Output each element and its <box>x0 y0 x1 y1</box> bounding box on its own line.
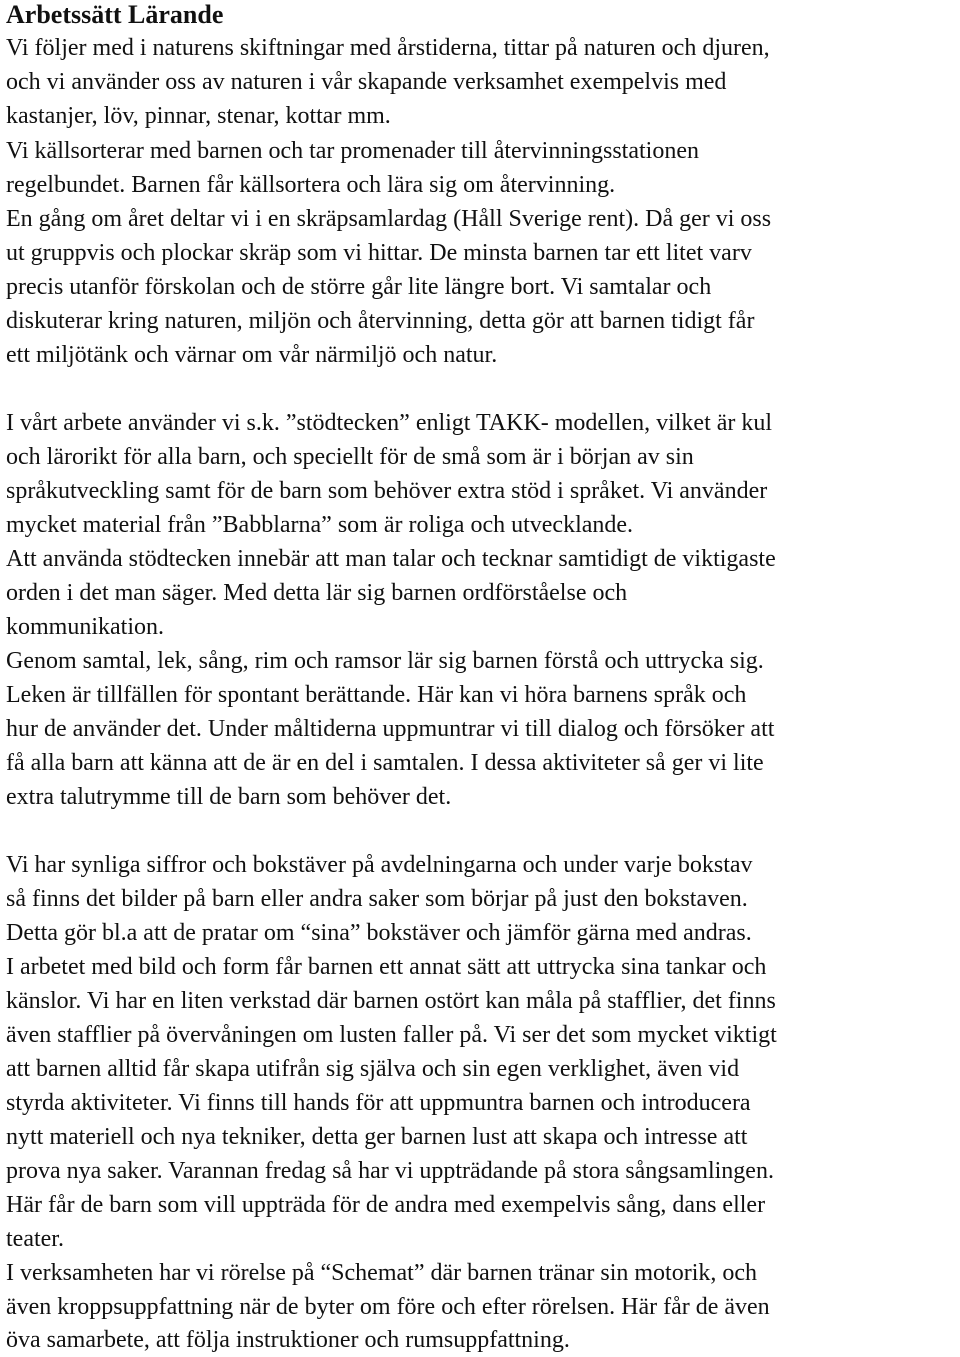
text-line-37: öva samarbete, att följa instruktioner och rumsuppfattning. <box>6 1327 570 1353</box>
text-line-4: Vi källsorterar med barnen och tar promenader till återvinningsstationen <box>6 138 699 164</box>
text-line-17: kommunikation. <box>6 614 164 640</box>
text-line-18: Genom samtal, lek, sång, rim och ramsor lär sig barnen förstå och uttrycka sig. <box>6 648 764 674</box>
text-line-7: ut gruppvis och plockar skräp som vi hittar. De minsta barnen tar ett litet varv <box>6 240 752 266</box>
text-line-28: även stafflier på övervåningen om lusten faller på. Vi ser det som mycket viktigt <box>6 1022 777 1048</box>
text-line-9: diskuterar kring naturen, miljön och återvinning, detta gör att barnen tidigt får <box>6 308 755 334</box>
text-line-21: få alla barn att känna att de är en del i samtalen. I dessa aktiviteter så ger vi lite <box>6 750 764 776</box>
document-title: Arbetssätt Lärande <box>6 0 224 29</box>
text-line-13: språkutveckling samt för de barn som behöver extra stöd i språket. Vi använder <box>6 478 768 504</box>
text-line-20: hur de använder det. Under måltiderna uppmuntrar vi till dialog och försöker att <box>6 716 775 742</box>
text-line-16: orden i det man säger. Med detta lär sig barnen ordförståelse och <box>6 580 628 606</box>
text-line-14: mycket material från ”Babblarna” som är roliga och utvecklande. <box>6 512 634 538</box>
text-line-36: även kroppsuppfattning när de byter om före och efter rörelsen. Här får de även <box>6 1294 770 1320</box>
text-line-3: kastanjer, löv, pinnar, stenar, kottar mm. <box>6 103 391 129</box>
text-line-33: Här får de barn som vill uppträda för de andra med exempelvis sång, dans eller <box>6 1192 766 1218</box>
text-line-8: precis utanför förskolan och de större går lite längre bort. Vi samtalar och <box>6 274 712 300</box>
text-line-12: och lärorikt för alla barn, och speciellt för de små som är i början av sin <box>6 444 694 470</box>
text-line-10: ett miljötänk och värnar om vår närmiljö och natur. <box>6 342 498 368</box>
text-line-11: I vårt arbete använder vi s.k. ”stödtecken” enligt TAKK- modellen, vilket är kul <box>6 410 773 436</box>
text-line-26: I arbetet med bild och form får barnen ett annat sätt att uttrycka sina tankar och <box>6 954 767 980</box>
text-line-29: att barnen alltid får skapa utifrån sig själva och sin egen verklighet, även vid <box>6 1056 740 1082</box>
text-line-2: och vi använder oss av naturen i vår skapande verksamhet exempelvis med <box>6 69 727 95</box>
text-line-25: Detta gör bl.a att de pratar om “sina” bokstäver och jämför gärna med andras. <box>6 920 752 946</box>
text-line-19: Leken är tillfällen för spontant berättande. Här kan vi höra barnens språk och <box>6 682 747 708</box>
text-line-15: Att använda stödtecken innebär att man talar och tecknar samtidigt de viktigaste <box>6 546 776 572</box>
text-line-22: extra talutrymme till de barn som behöver det. <box>6 784 452 810</box>
text-line-27: känslor. Vi har en liten verkstad där barnen ostört kan måla på stafflier, det finns <box>6 988 776 1014</box>
text-line-35: I verksamheten har vi rörelse på “Schemat” där barnen tränar sin motorik, och <box>6 1260 758 1286</box>
text-line-34: teater. <box>6 1226 64 1252</box>
text-line-30: styrda aktiviteter. Vi finns till hands för att uppmuntra barnen och introducera <box>6 1090 751 1116</box>
text-line-6: En gång om året deltar vi i en skräpsamlardag (Håll Sverige rent). Då ger vi oss <box>6 206 772 232</box>
text-line-32: prova nya saker. Varannan fredag så har vi uppträdande på stora sångsamlingen. <box>6 1158 774 1184</box>
text-line-5: regelbundet. Barnen får källsortera och lära sig om återvinning. <box>6 172 616 198</box>
text-line-24: så finns det bilder på barn eller andra saker som börjar på just den bokstaven. <box>6 886 748 912</box>
text-line-23: Vi har synliga siffror och bokstäver på avdelningarna och under varje bokstav <box>6 852 753 878</box>
text-line-1: Vi följer med i naturens skiftningar med årstiderna, tittar på naturen och djuren, <box>6 35 770 61</box>
text-line-31: nytt materiell och nya tekniker, detta ger barnen lust att skapa och intresse att <box>6 1124 748 1150</box>
